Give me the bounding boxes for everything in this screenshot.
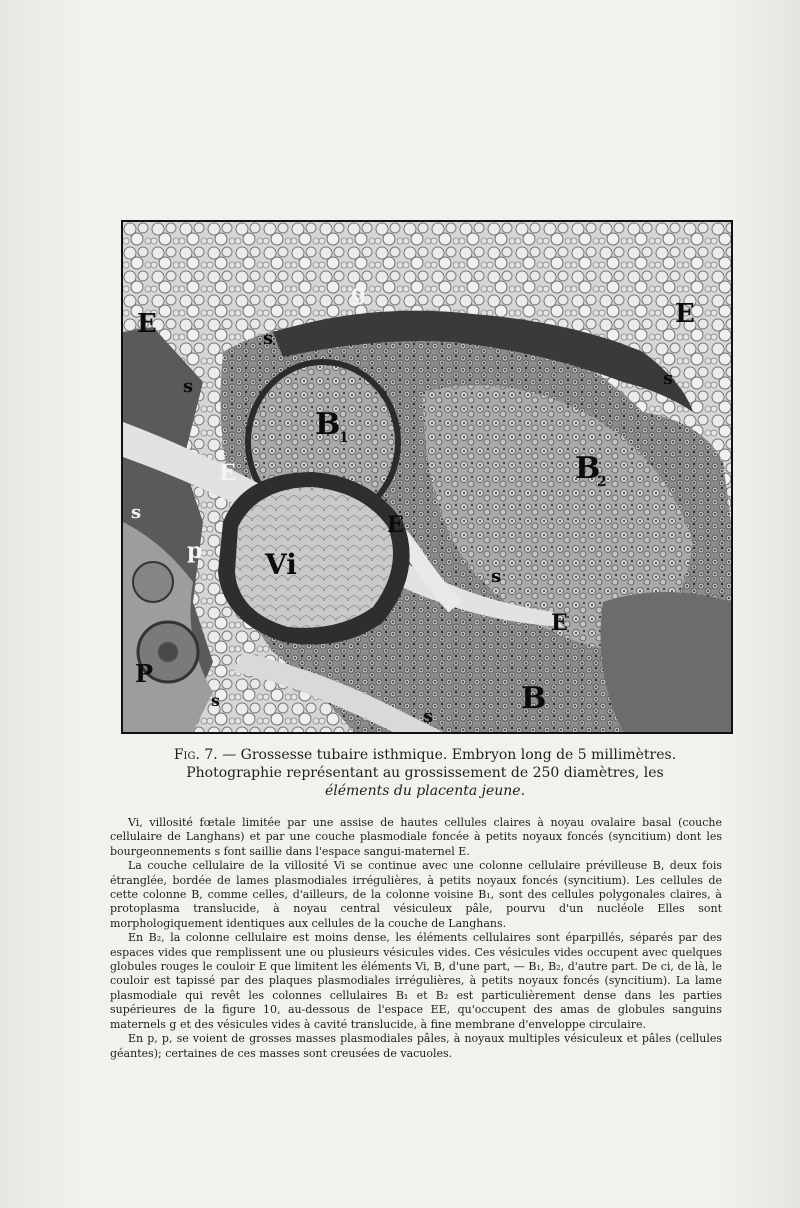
paragraph-3: En B₂, la colonne cellulaire est moins dense, les éléments cellulaires sont éparpillés, séparés par des espaces vides que remplissent une ou plusieurs vésicules vides. Ces vésicules vides occupent avec quelques globules rouges le couloir E que limitent les éléments Vi, B, d'une part, — B₁, B₂, d'autre part. De ci, de là, le couloir est tapissé par des plaques plasmodiales irrégulières, à petits noyaux foncés (syncitium). La lame plasmodiale qui revêt les colonnes cellulaires B₁ et B₂ est particulièrement dense dans les parties supérieures de la figure 10, au-dessous de l'espace EE, qu'occupent des amas de globules sanguins maternels g et des vésicules vides à cavité translucide, à fine membrane d'enveloppe circulaire. — [110, 931, 722, 1031]
label-b-bottom: B — [521, 681, 547, 716]
label-s-1: s — [263, 328, 274, 349]
legend-text — [110, 816, 722, 1061]
label-b2: B — [575, 451, 601, 486]
label-villus-vi: Vi — [265, 548, 297, 581]
figure-number: Fig. 7. — [173, 747, 218, 763]
label-p-mid: p — [187, 538, 203, 564]
label-s-5: s — [491, 566, 502, 587]
label-g: g — [351, 280, 367, 306]
micrograph-image — [123, 222, 731, 732]
figure-caption — [160, 746, 690, 800]
label-b1-subscript: 1 — [339, 430, 349, 446]
figure-title: — Grossesse tubaire isthmique. Embryon long de 5 millimètres. — [222, 747, 677, 763]
label-e-top-left: E — [137, 309, 157, 339]
paragraph-1: Vi, villosité fœtale limitée par une assise de hautes cellules claires à noyau ovalaire basal (couche cellulaire de Langhans) et par une couche plasmodiale foncée à petits noyaux foncés (syncitium) dont les bourgeonnements s font saillie dans l'espace sangui-maternel E. — [110, 816, 722, 858]
label-s-7: s — [423, 706, 434, 727]
paragraph-4: En p, p, se voient de grosses masses plasmodiales pâles, à noyaux multiples vésiculeux et pâles (cellules géantes); certaines de ces masses sont creusées de vacuoles. — [110, 1032, 722, 1060]
label-b2-subscript: 2 — [597, 474, 607, 490]
label-s-6: s — [211, 691, 221, 710]
figure-caption-italic: éléments du placenta jeune. — [324, 783, 526, 799]
label-b1: B — [315, 407, 341, 442]
label-e-top-right: E — [675, 299, 695, 329]
label-e-mid-left: E — [219, 460, 236, 486]
label-e-center: E — [387, 512, 404, 538]
label-e-lower: E — [551, 610, 568, 636]
label-s-2: s — [183, 376, 194, 397]
paragraph-2: La couche cellulaire de la villosité Vi se continue avec une colonne cellulaire prévilleuse B, deux fois étranglée, bordée de lames plasmodiales irrégulières, à petits noyaux foncés (syncitium). Les cellules de cette colonne B, comme celles, d'ailleurs, de la colonne voisine B₁, sont des cellules polygonales claires, à protoplasma translucide, à noyau central vésiculeux pâle, pourvu d'un nucléole Elles sont morphologiquement identiques aux cellules de la couche de Langhans. — [110, 859, 722, 930]
figure-caption-line2: Photographie représentant au grossissement de 250 diamètres, les — [186, 765, 664, 781]
label-p-left: P — [135, 659, 154, 688]
micrograph-figure — [121, 220, 733, 734]
label-s-4: s — [663, 368, 674, 389]
label-s-3: s — [131, 502, 142, 523]
